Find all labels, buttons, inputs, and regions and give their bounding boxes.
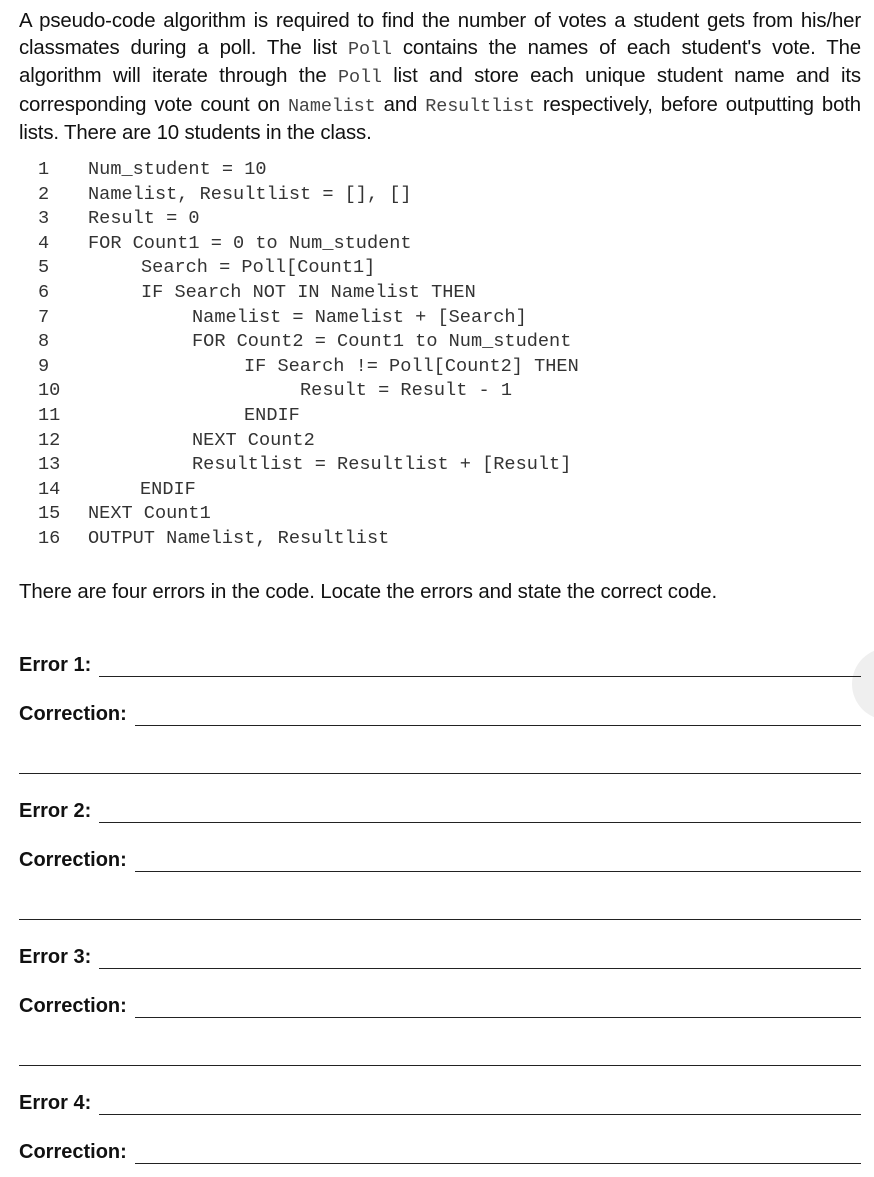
- resultlist-code-ref: Resultlist: [425, 95, 535, 117]
- code-text: Result = 0: [88, 208, 200, 230]
- correction-2-extra-line[interactable]: [19, 919, 861, 920]
- line-number: 16: [38, 527, 61, 549]
- line-number: 13: [38, 454, 61, 476]
- code-text: Namelist = Namelist + [Search]: [192, 306, 527, 328]
- intro-text-5: respectively, before outputting both lists. There are 10 students in the class.: [19, 93, 861, 144]
- code-text: IF Search != Poll[Count2] THEN: [244, 355, 579, 377]
- code-text: IF Search NOT IN Namelist THEN: [141, 281, 476, 303]
- error-1-answer-line[interactable]: [99, 676, 861, 677]
- correction-4-label: Correction:: [19, 1141, 127, 1163]
- line-number: 10: [38, 380, 61, 402]
- error-2-answer-line[interactable]: [99, 822, 861, 823]
- question-instruction: There are four errors in the code. Locate the errors and state the correct code.: [19, 581, 718, 603]
- line-number: 7: [38, 306, 50, 328]
- intro-text-4: and: [375, 93, 426, 116]
- error-2-field[interactable]: [19, 797, 861, 825]
- correction-1-field[interactable]: [19, 700, 861, 728]
- correction-2-answer-line[interactable]: [135, 871, 861, 872]
- correction-3-field[interactable]: [19, 992, 861, 1020]
- error-1-field[interactable]: [19, 651, 861, 679]
- line-number: 4: [38, 232, 50, 254]
- line-number: 8: [38, 331, 50, 353]
- poll-code-ref: Poll: [348, 38, 392, 60]
- error-1-label: Error 1:: [19, 654, 92, 676]
- code-text: Search = Poll[Count1]: [141, 257, 376, 279]
- code-text: ENDIF: [244, 404, 300, 426]
- line-number: 12: [38, 429, 61, 451]
- poll-code-ref: Poll: [338, 67, 382, 88]
- line-number: 3: [38, 208, 50, 230]
- code-text: NEXT Count1: [88, 503, 211, 525]
- line-number: 14: [38, 478, 61, 500]
- line-number: 5: [38, 257, 50, 279]
- correction-2-field[interactable]: [19, 846, 861, 874]
- namelist-code-ref: Namelist: [287, 95, 376, 117]
- correction-3-answer-line[interactable]: [135, 1017, 861, 1018]
- error-3-field[interactable]: [19, 943, 861, 971]
- intro-text-3: list and store each unique student name and its corresponding vote count on: [19, 65, 861, 116]
- code-text: FOR Count1 = 0 to Num_student: [88, 232, 412, 254]
- correction-2-label: Correction:: [19, 849, 127, 871]
- code-text: NEXT Count2: [192, 429, 315, 451]
- correction-3-label: Correction:: [19, 995, 127, 1017]
- line-number: 6: [38, 281, 50, 303]
- line-number: 2: [38, 183, 50, 205]
- code-text: FOR Count2 = Count1 to Num_student: [192, 331, 572, 353]
- error-3-label: Error 3:: [19, 946, 92, 968]
- question-intro: [19, 8, 861, 147]
- correction-4-answer-line[interactable]: [135, 1163, 861, 1164]
- code-text: ENDIF: [140, 478, 196, 500]
- line-number: 15: [38, 503, 61, 525]
- line-number: 9: [38, 355, 50, 377]
- correction-4-field[interactable]: [19, 1138, 861, 1166]
- code-text: OUTPUT Namelist, Resultlist: [88, 527, 390, 549]
- code-text: Num_student = 10: [88, 159, 267, 180]
- correction-1-extra-line[interactable]: [19, 773, 861, 774]
- correction-1-answer-line[interactable]: [135, 725, 861, 726]
- error-2-label: Error 2:: [19, 800, 92, 822]
- intro-text-1: A pseudo-code algorithm is required to find the number of votes a student gets from his/her classmates during a poll. The list: [19, 10, 861, 59]
- error-3-answer-line[interactable]: [99, 968, 861, 969]
- error-4-field[interactable]: [19, 1089, 861, 1117]
- code-text: Result = Result - 1: [300, 380, 513, 402]
- intro-text-2: contains the names of each student's vote. The algorithm will iterate through the: [19, 36, 861, 87]
- line-number: 1: [38, 159, 50, 180]
- error-4-answer-line[interactable]: [99, 1114, 861, 1115]
- line-number: 11: [38, 404, 61, 426]
- error-4-label: Error 4:: [19, 1092, 92, 1114]
- code-text: Resultlist = Resultlist + [Result]: [192, 454, 572, 476]
- correction-1-label: Correction:: [19, 703, 127, 725]
- correction-3-extra-line[interactable]: [19, 1065, 861, 1066]
- code-text: Namelist, Resultlist = [], []: [88, 183, 412, 205]
